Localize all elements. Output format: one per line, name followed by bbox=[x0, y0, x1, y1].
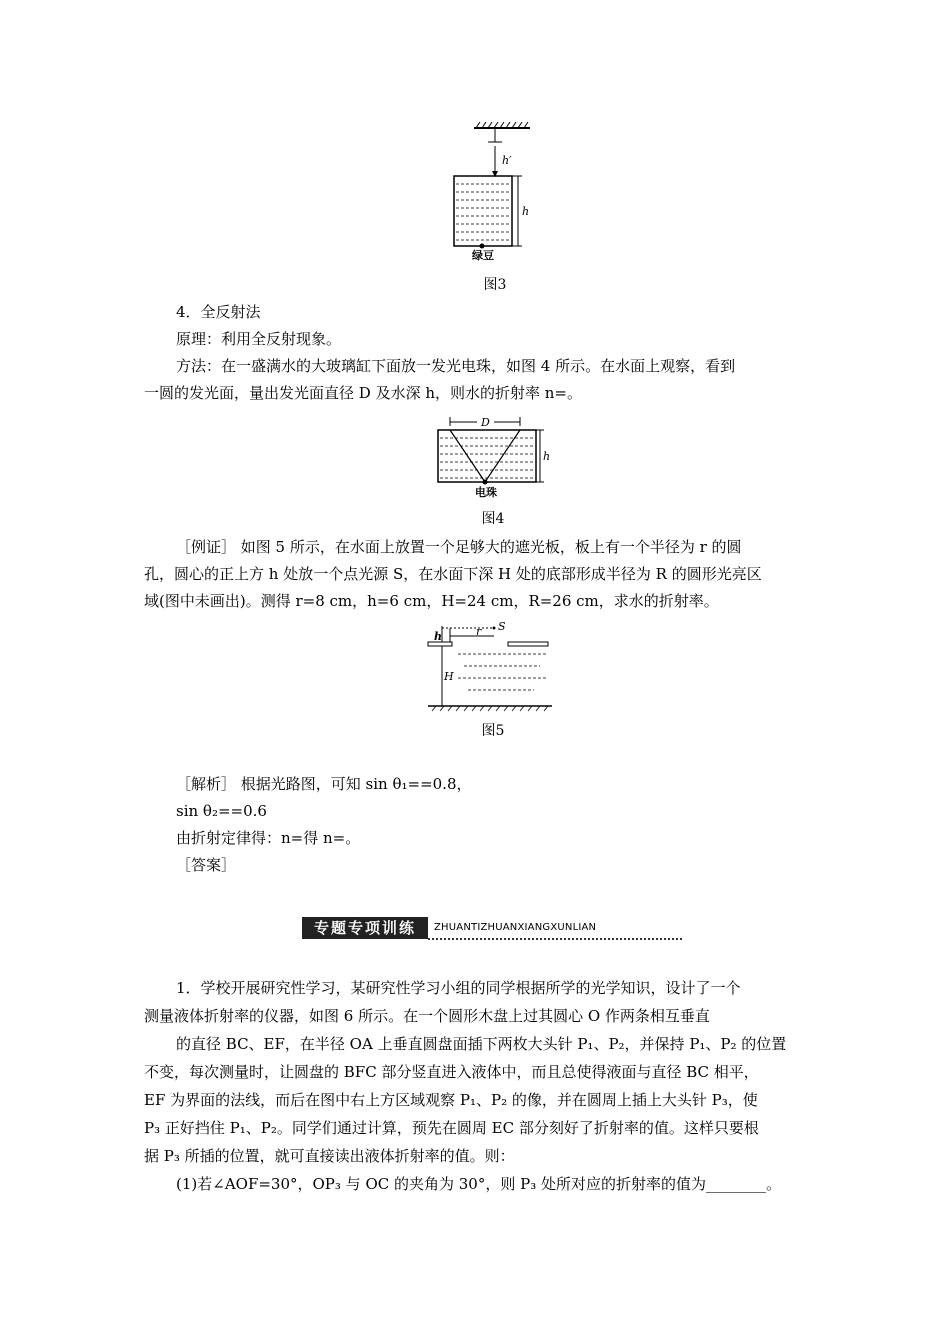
analysis-answer: ［答案］ bbox=[176, 856, 237, 874]
label-r: r bbox=[476, 625, 482, 638]
problem-1-line2: 测量液体折射率的仪器，如图 6 所示。在一个圆形木盘上过其圆心 O 作两条相互垂直 bbox=[144, 1007, 710, 1025]
label-hprime: h′ bbox=[502, 154, 512, 167]
problem-1-line3: 的直径 BC、EF，在半径 OA 上垂直圆盘面插下两枚大头针 P₁、P₂，并保持 P₁、P₂ 的位置 bbox=[176, 1035, 787, 1053]
figure-3-diagram bbox=[440, 118, 550, 263]
figure-5-diagram bbox=[424, 618, 559, 716]
banner-title: 专题专项训练 bbox=[302, 917, 428, 939]
section-4-principle: 原理：利用全反射现象。 bbox=[176, 330, 342, 348]
example-line3: 域(图中未画出)。测得 r=8 cm，h=6 cm，H=24 cm，R=26 cm，求水的折射率。 bbox=[144, 592, 719, 610]
problem-1-line4: 不变，每次测量时，让圆盘的 BFC 部分竖直进入液体中，而且总使得液面与直径 BC 相平， bbox=[144, 1063, 759, 1081]
analysis-line2: sin θ₂==0.6 bbox=[176, 802, 267, 820]
problem-1-line1: 1．学校开展研究性学习，某研究性学习小组的同学根据所学的光学知识，设计了一个 bbox=[176, 979, 741, 997]
problem-1-line5: EF 为界面的法线，而后在图中右上方区域观察 P₁、P₂ 的像，并在圆周上插上大头针 P₃，使 bbox=[144, 1091, 758, 1109]
problem-1-line6: P₃ 正好挡住 P₁、P₂。同学们通过计算，预先在圆周 EC 部分刻好了折射率的值。这样只要根 bbox=[144, 1119, 759, 1137]
label-bulb: 电珠 bbox=[475, 486, 497, 499]
figure-4-diagram bbox=[432, 412, 557, 502]
section-banner bbox=[302, 916, 682, 944]
problem-1-question-1: (1)若∠AOF=30°，OP₃ 与 OC 的夹角为 30°，则 P₃ 处所对应的折射率的值为________。 bbox=[176, 1175, 781, 1193]
label-h: h bbox=[522, 205, 530, 218]
example-line1: ［例证］ 如图 5 所示，在水面上放置一个足够大的遮光板，板上有一个半径为 r 的圆 bbox=[176, 538, 742, 556]
section-4-method-line1: 方法：在一盛满水的大玻璃缸下面放一发光电珠，如图 4 所示。在水面上观察，看到 bbox=[176, 357, 736, 375]
banner-dotted-rule bbox=[428, 938, 682, 940]
label-S: S bbox=[498, 620, 506, 633]
example-line2: 孔，圆心的正上方 h 处放一个点光源 S，在水面下深 H 处的底部形成半径为 R 的圆形光亮区 bbox=[144, 565, 762, 583]
figure-3-caption: 图3 bbox=[483, 277, 507, 293]
banner-romanization: ZHUANTIZHUANXIANGXUNLIAN bbox=[434, 922, 597, 933]
analysis-line3: 由折射定律得：n=得 n=。 bbox=[176, 829, 361, 847]
figure-5-caption: 图5 bbox=[481, 723, 505, 739]
section-4-method-line2: 一圆的发光面，量出发光面直径 D 及水深 h，则水的折射率 n=。 bbox=[144, 384, 582, 402]
label-h: h bbox=[434, 630, 442, 643]
section-4-heading: 4．全反射法 bbox=[176, 303, 261, 321]
problem-1-line7: 据 P₃ 所插的位置，就可直接读出液体折射率的值。则： bbox=[144, 1147, 515, 1165]
figure-4-caption: 图4 bbox=[481, 511, 505, 527]
label-H: H bbox=[444, 670, 454, 683]
label-h: h bbox=[543, 450, 551, 463]
analysis-line1: ［解析］ 根据光路图，可知 sin θ₁==0.8， bbox=[176, 775, 472, 793]
label-green-bean: 绿豆 bbox=[472, 249, 494, 262]
label-D: D bbox=[481, 416, 490, 429]
